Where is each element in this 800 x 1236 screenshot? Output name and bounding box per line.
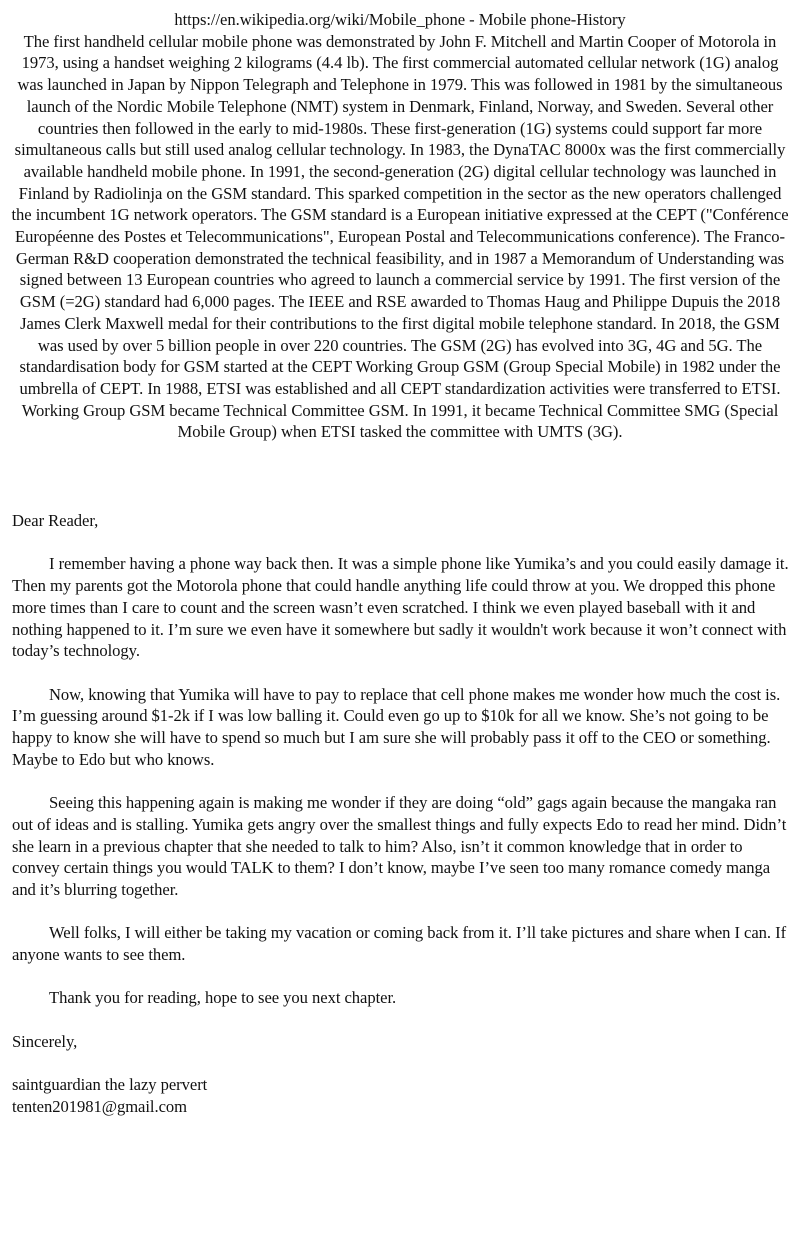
spacer bbox=[12, 662, 792, 684]
letter-body bbox=[12, 510, 792, 1118]
letter-paragraph-2: Now, knowing that Yumika will have to pay to replace that cell phone makes me wonder how much the cost is. I’m guessing around $1-2k if I was low balling it. Could even go up to $10k for all we know. She’s not going to be happy to know she will have to spend so much but I am sure she will probably pass it off to the CEO or something. Maybe to Edo but who knows. bbox=[12, 684, 781, 769]
spacer bbox=[12, 901, 792, 923]
signature-email: tenten201981@gmail.com bbox=[12, 1096, 188, 1116]
letter-paragraph-1: I remember having a phone way back then. It was a simple phone like Yumika’s and you could easily damage it. Then my parents got the Motorola phone that could handle anything life could throw at you. We dropped this phone more times than I care to count and the screen wasn’t even scratched. I think we even played baseball with it and nothing happened to it. I’m sure we even have it somewhere but sadly it wouldn't work because it won’t connect with today’s technology. bbox=[12, 554, 789, 661]
letter-paragraph-4: Well folks, I will either be taking my vacation or coming back from it. I’ll take pictures and share when I can. If anyone wants to see them. bbox=[12, 923, 787, 964]
excerpt-text: The first handheld cellular mobile phone was demonstrated by John F. Mitchell and Martin Cooper of Motorola in 1973, using a handset weighing 2 kilograms (4.4 lb). The first commercial automated cellular network (1G) analog was launched in Japan by Nippon Telegraph and Telephone in 1979. This was followed in 1981 by the simultaneous launch of the Nordic Mobile Telephone (NMT) system in Denmark, Finland, Norway, and Sweden. Several other countries then followed in the early to mid-1980s. These first-generation (1G) systems could support far more simultaneous calls but still used analog cellular technology. In 1983, the DynaTAC 8000x was the first commercially available handheld mobile phone. In 1991, the second-generation (2G) digital cellular technology was launched in Finland by Radiolinja on the GSM standard. This sparked competition in the sector as the new operators challenged the incumbent 1G network operators. The GSM standard is a European initiative expressed at the CEPT ("Conférence Européenne des Postes et Telecommunications", European Postal and Telecommunications conference). The Franco-German R&D cooperation demonstrated the technical feasibility, and in 1987 a Memorandum of Understanding was signed between 13 European countries who agreed to launch a commercial service by 1991. The first version of the GSM (=2G) standard had 6,000 pages. The IEEE and RSE awarded to Thomas Haug and Philippe Dupuis the 2018 James Clerk Maxwell medal for their contributions to the first digital mobile telephone standard. In 2018, the GSM was used by over 5 billion people in over 220 countries. The GSM (2G) has evolved into 3G, 4G and 5G. The standardisation body for GSM started at the CEPT Working Group GSM (Group Special Mobile) in 1982 under the umbrella of CEPT. In 1988, ETSI was established and all CEPT standardization activities were transferred to ETSI. Working Group GSM became Technical Committee GSM. In 1991, it became Technical Committee SMG (Special Mobile Group) when ETSI tasked the committee with UMTS (3G). bbox=[11, 31, 789, 442]
spacer bbox=[12, 770, 792, 792]
letter-paragraph-3: Seeing this happening again is making me wonder if they are doing “old” gags again because the mangaka ran out of ideas and is stalling. Yumika gets angry over the smallest things and fully expects Edo to read her mind. Didn’t she learn in a previous chapter that she needed to talk to him? Also, isn’t it common knowledge that in order to convey certain things you would TALK to them? I don’t know, maybe I’ve seen too many romance comedy manga and it’s blurring together. bbox=[12, 793, 787, 899]
source-line: https://en.wikipedia.org/wiki/Mobile_phone - Mobile phone-History bbox=[174, 10, 626, 29]
spacer bbox=[12, 1009, 792, 1031]
spacer bbox=[12, 532, 792, 554]
closing: Sincerely, bbox=[12, 1031, 78, 1051]
spacer bbox=[12, 966, 792, 988]
spacer bbox=[12, 1052, 792, 1074]
salutation: Dear Reader, bbox=[12, 511, 99, 530]
letter-paragraph-5: Thank you for reading, hope to see you next chapter. bbox=[49, 988, 397, 1008]
wikipedia-excerpt bbox=[10, 9, 790, 443]
signature-name: saintguardian the lazy pervert bbox=[12, 1075, 208, 1095]
